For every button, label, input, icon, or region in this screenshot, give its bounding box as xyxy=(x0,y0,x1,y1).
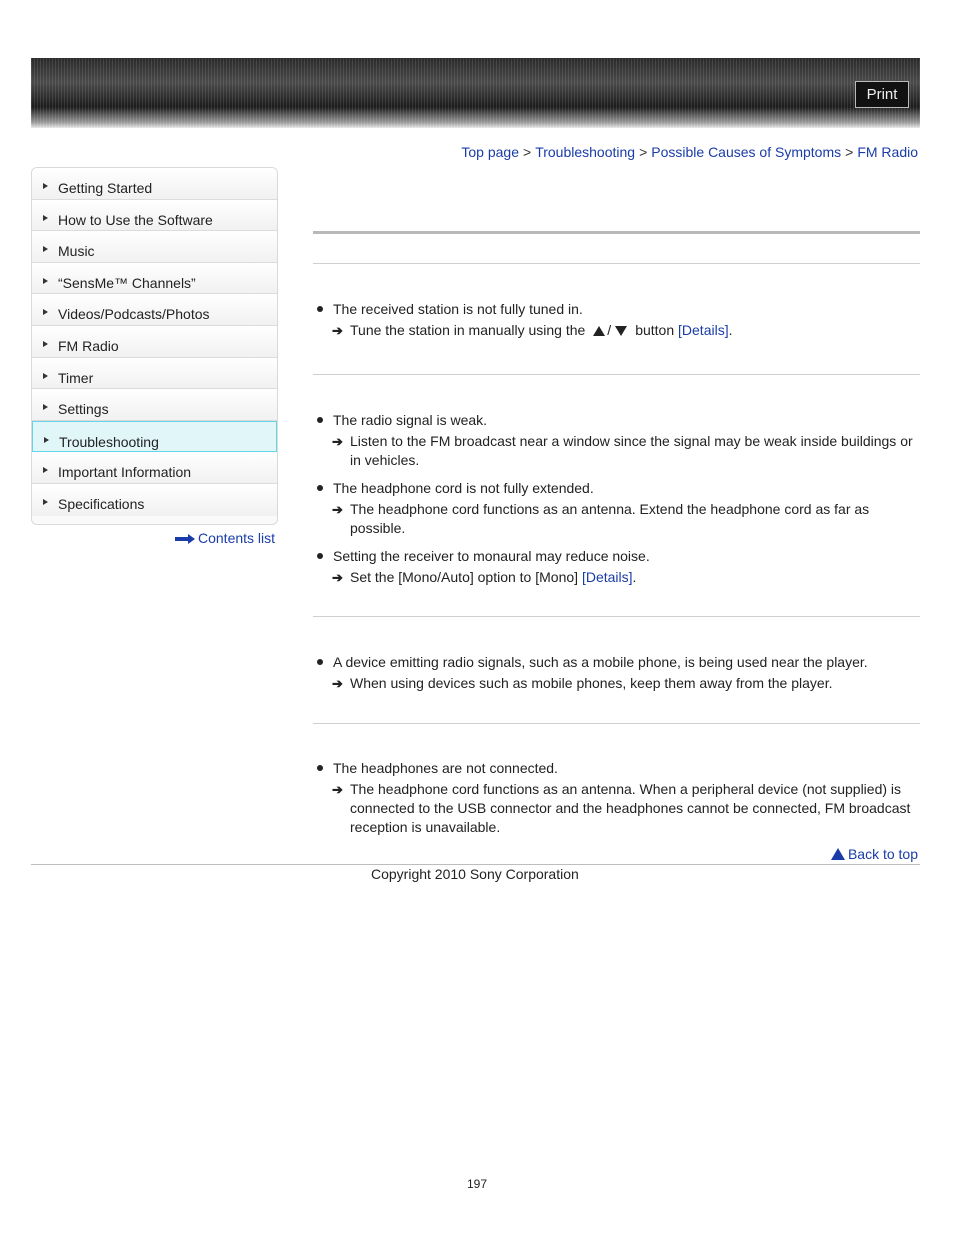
sidebar-item-videos-podcasts-photos[interactable] xyxy=(32,294,277,326)
remedy-text: When using devices such as mobile phones, keep them away from the player. xyxy=(350,675,833,691)
remedy-text: button xyxy=(635,322,675,338)
sidebar-item-label: Videos/Podcasts/Photos xyxy=(58,306,210,323)
breadcrumb-separator: > xyxy=(639,144,648,160)
cause-item: The headphones are not connected. xyxy=(313,759,923,778)
symptom-section xyxy=(313,653,923,693)
remedy-text: The headphone cord functions as an antenna. Extend the headphone cord as far as possible. xyxy=(350,501,870,536)
sidebar-item-label: Music xyxy=(58,243,95,260)
right-arrow-icon: ➔ xyxy=(332,323,343,338)
back-to-top-label: Back to top xyxy=(847,846,918,862)
sidebar-item-getting-started[interactable] xyxy=(32,168,277,200)
copyright: Copyright 2010 Sony Corporation xyxy=(371,866,579,882)
sidebar-item-troubleshooting[interactable] xyxy=(32,421,277,453)
remedy-text: . xyxy=(728,322,733,338)
section-divider xyxy=(313,723,920,724)
cause-item: The received station is not fully tuned in. xyxy=(313,300,923,319)
right-arrow-icon: ➔ xyxy=(332,434,343,449)
sidebar-item-label: Getting Started xyxy=(58,180,153,196)
remedy-item xyxy=(313,500,923,538)
remedy-text: Set the [Mono/Auto] option to [Mono] xyxy=(350,569,579,585)
symptom-section xyxy=(313,300,923,340)
cause-item: A device emitting radio signals, such as a mobile phone, is being used near the player. xyxy=(313,653,923,672)
print-button[interactable]: Print xyxy=(855,81,909,108)
right-arrow-icon: ➔ xyxy=(332,502,343,517)
sidebar-item-label: FM Radio xyxy=(58,337,119,354)
cause-item: The radio signal is weak. xyxy=(313,411,923,430)
up-triangle-icon xyxy=(593,326,605,336)
chevron-right-icon xyxy=(43,467,48,473)
sidebar-item-sensme-channels[interactable] xyxy=(32,263,277,295)
chevron-right-icon xyxy=(43,246,48,252)
sidebar-item-label: Important Information xyxy=(58,464,192,481)
sidebar-nav xyxy=(31,167,278,525)
remedy-text: Listen to the FM broadcast near a window since the signal may be weak inside buildings or in vehicles. xyxy=(350,433,913,468)
title-divider xyxy=(313,231,920,234)
sidebar-item-music[interactable] xyxy=(32,231,277,263)
page-number: 197 xyxy=(466,1177,488,1191)
section-divider xyxy=(313,263,920,264)
footer-divider xyxy=(31,864,920,865)
chevron-right-icon xyxy=(43,309,48,315)
sidebar-item-important-information[interactable] xyxy=(32,452,277,484)
breadcrumb-possible-causes[interactable]: Possible Causes of Symptoms xyxy=(651,144,842,160)
details-link[interactable]: [Details] xyxy=(581,569,633,585)
remedy-slash: / xyxy=(607,322,612,338)
down-triangle-icon xyxy=(615,326,627,336)
breadcrumb-fm-radio[interactable]: FM Radio xyxy=(857,144,918,160)
sidebar-item-label: Troubleshooting xyxy=(59,433,159,450)
symptom-section xyxy=(313,411,923,587)
chevron-right-icon xyxy=(44,437,49,443)
remedy-item xyxy=(313,568,923,587)
symptom-section xyxy=(313,759,923,837)
cause-item: The headphone cord is not fully extended. xyxy=(313,479,923,498)
contents-list-link[interactable] xyxy=(175,530,275,546)
remedy-text: . xyxy=(632,569,637,585)
sidebar-item-how-to-use-software[interactable] xyxy=(32,200,277,232)
remedy-item xyxy=(313,321,923,340)
chevron-right-icon xyxy=(43,499,48,505)
sidebar-item-label: How to Use the Software xyxy=(58,211,213,228)
details-link[interactable]: [Details] xyxy=(678,322,729,338)
breadcrumb-separator: > xyxy=(523,144,532,160)
breadcrumb-top-page[interactable]: Top page xyxy=(461,144,519,160)
breadcrumb xyxy=(461,144,918,160)
sidebar-item-timer[interactable] xyxy=(32,358,277,390)
remedy-item xyxy=(313,674,923,693)
remedy-item xyxy=(313,432,923,470)
breadcrumb-troubleshooting[interactable]: Troubleshooting xyxy=(535,144,636,160)
sidebar-item-fm-radio[interactable] xyxy=(32,326,277,358)
chevron-right-icon xyxy=(43,278,48,284)
sidebar-item-label: Specifications xyxy=(58,495,145,512)
sidebar-item-specifications[interactable] xyxy=(32,484,277,516)
section-divider xyxy=(313,616,920,617)
section-divider xyxy=(313,374,920,375)
back-to-top-link[interactable] xyxy=(831,846,918,862)
cause-item: Setting the receiver to monaural may reduce noise. xyxy=(313,547,923,566)
breadcrumb-separator: > xyxy=(845,144,854,160)
right-arrow-icon: ➔ xyxy=(332,782,343,797)
sidebar-item-label: Timer xyxy=(58,369,94,386)
remedy-text: The headphone cord functions as an antenna. When a peripheral device (not supplied) is connected to the USB connector and the headphones cannot be connected, FM broadcast reception is unavailable. xyxy=(350,781,911,835)
sidebar-item-settings[interactable] xyxy=(32,389,277,421)
right-arrow-icon: ➔ xyxy=(332,676,343,691)
chevron-right-icon xyxy=(43,215,48,221)
chevron-right-icon xyxy=(43,373,48,379)
contents-arrow-icon xyxy=(175,534,195,544)
sidebar-item-label: “SensMe™ Channels” xyxy=(58,274,196,291)
remedy-text: Tune the station in manually using the xyxy=(350,322,586,338)
sidebar-item-label: Settings xyxy=(58,401,109,418)
remedy-item xyxy=(313,780,923,837)
header-banner xyxy=(31,58,920,128)
chevron-right-icon xyxy=(43,183,48,189)
contents-list-label: Contents list xyxy=(198,530,276,546)
back-to-top-icon xyxy=(831,848,845,860)
chevron-right-icon xyxy=(43,341,48,347)
right-arrow-icon: ➔ xyxy=(332,570,343,585)
chevron-right-icon xyxy=(43,404,48,410)
